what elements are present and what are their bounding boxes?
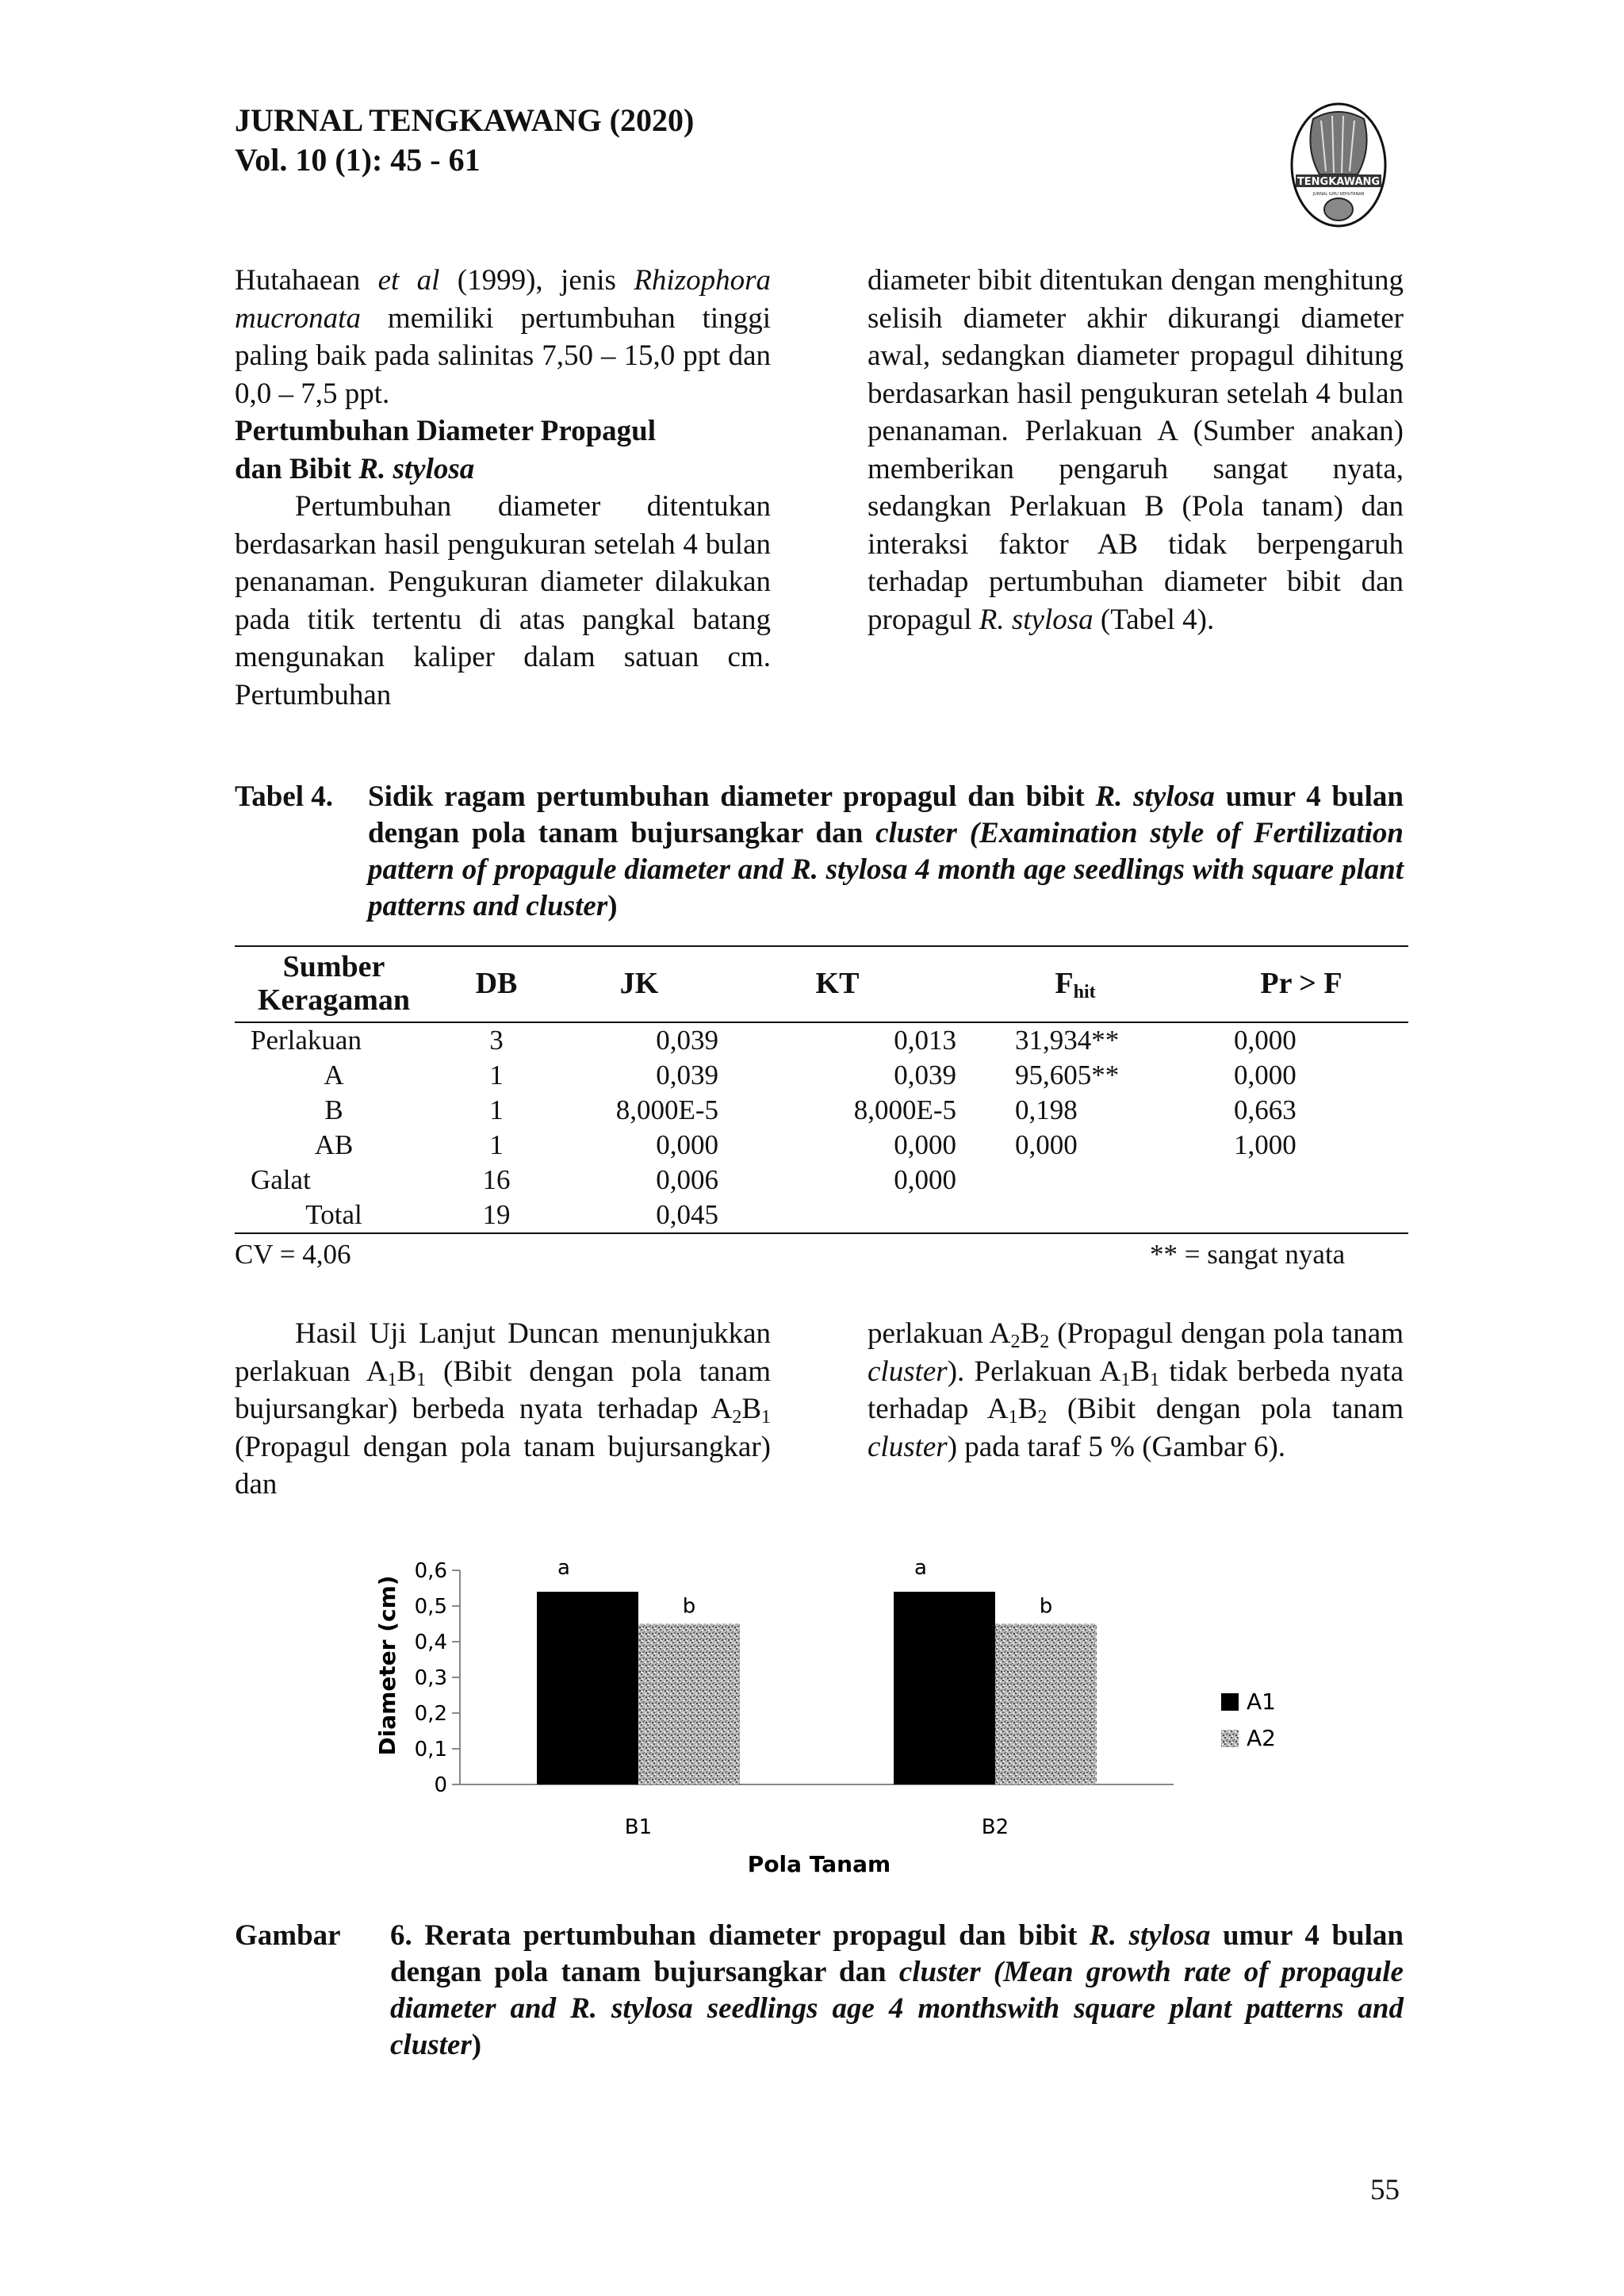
journal-volume: Vol. 10 (1): 45 - 61 [235, 142, 481, 178]
bar-a1-b2 [894, 1592, 995, 1784]
significance-label: b [1039, 1594, 1053, 1619]
cell-pr [1194, 1198, 1408, 1233]
bar-a2-b2 [995, 1624, 1097, 1785]
legend-swatch-a2 [1221, 1730, 1239, 1747]
duncan-paragraph-cont [868, 1315, 1404, 1466]
journal-logo [1289, 102, 1388, 228]
text-span: 2 [1010, 1332, 1021, 1352]
table-row [235, 1058, 1408, 1093]
cell-kt: 0,000 [894, 1129, 956, 1160]
cell-pr: 0,663 [1234, 1094, 1297, 1125]
header-pr: Pr > F [1260, 967, 1342, 1000]
header-kt: KT [815, 967, 860, 1000]
text-span: 2 [732, 1407, 742, 1428]
species-name: R. stylosa [1090, 1919, 1211, 1952]
significance-label: a [557, 1556, 570, 1580]
text-span: ). Perlakuan A [947, 1355, 1121, 1388]
text-span: Pertumbuhan Diameter Propagul [235, 415, 657, 447]
text-span: B [1017, 1393, 1038, 1425]
english-caption: (Mean growth rate of propagule diameter and R. stylosa seedlings age 4 monthswith square plant patterns and cluster [390, 1956, 1404, 2061]
cell-db: 1 [489, 1129, 504, 1160]
journal-title: JURNAL TENGKAWANG (2020) [235, 102, 695, 138]
left-paragraph-2: Pertumbuhan diameter ditentukan berdasarkan hasil pengukuran setelah 4 bulan penanaman. Pengukuran diameter dilakukan pada titik tertentu di atas pangkal batang mengunakan kaliper dalam satuan cm. Pertumbuhan [235, 490, 771, 711]
cell-source: A [324, 1060, 344, 1091]
text-span: memiliki pertumbuhan tinggi paling baik pada salinitas 7,50 – 15,0 ppt dan 0,0 – 7,5 ppt. [235, 301, 771, 410]
text-span: B [1020, 1317, 1040, 1350]
figure-caption-text [390, 1918, 1404, 2064]
cell-pr: 0,000 [1234, 1025, 1297, 1056]
english-caption: (Examination style of Fertilization pattern of propagule diameter and R. stylosa 4 month age seedlings with square plant patterns and cluster [368, 817, 1404, 922]
text-span: (Tabel 4). [1093, 603, 1215, 636]
cell-source: Galat [251, 1164, 311, 1195]
species-name: R. stylosa [358, 452, 475, 485]
text-span: 1 [387, 1369, 397, 1390]
section-heading [235, 412, 771, 488]
text-span: diameter bibit ditentukan dengan menghitung selisih diameter akhir dikurangi diameter awal, sedangkan diameter propagul dihitung berdasarkan hasil pengukuran setelah 4 bulan penanaman. Perlakuan A (Sumber anakan) memberikan pengaruh sangat nyata, sedangkan Perlakuan B (Pola tanam) dan interaksi faktor AB tidak berpengaruh terhadap pertumbuhan diameter bibit dan propagul [868, 264, 1404, 636]
table-row [235, 1128, 1408, 1163]
species-name: Rhizophora mucronata [235, 264, 771, 335]
table-note: ** = sangat nyata [1150, 1239, 1346, 1270]
cell-jk: 0,039 [656, 1060, 718, 1091]
species-name: R. stylosa [1095, 780, 1215, 813]
bar-a1-b1 [537, 1592, 638, 1784]
cell-kt: 0,039 [894, 1060, 956, 1091]
cell-fhit: 0,000 [1015, 1129, 1078, 1160]
table-row [235, 1022, 1408, 1058]
text-span: cluster [875, 817, 957, 849]
cell-kt: 8,000E-5 [853, 1094, 956, 1125]
page-number: 55 [1370, 2174, 1400, 2206]
text-span: cluster [898, 1956, 981, 1988]
cell-fhit [956, 1198, 1194, 1233]
text-span: ) pada taraf 5 % (Gambar 6). [947, 1430, 1286, 1463]
table-caption [235, 779, 1404, 925]
cell-source: Perlakuan [251, 1025, 362, 1056]
text-span: 1 [761, 1407, 771, 1428]
cell-db: 1 [489, 1094, 504, 1125]
table-caption-text [368, 779, 1404, 925]
legend-swatch-a1 [1221, 1693, 1239, 1711]
right-column [868, 262, 1404, 638]
text-span: 6. Rerata pertumbuhan diameter propagul dan bibit [390, 1919, 1090, 1952]
text-span: perlakuan A [868, 1317, 1011, 1350]
text-span: B [396, 1355, 417, 1388]
cell-jk: 8,000E-5 [615, 1094, 718, 1125]
text-span: umur 4 bulan dengan pola tanam bujursangkar dan [390, 1919, 1404, 1988]
cell-db: 16 [482, 1164, 511, 1195]
x-tick-label: B1 [624, 1815, 653, 1839]
cell-fhit: 0,198 [1015, 1094, 1078, 1125]
text-span: cluster [868, 1430, 948, 1463]
table-cv: CV = 4,06 [235, 1239, 351, 1270]
header-db: DB [475, 967, 518, 1000]
text-span: (Propagul dengan pola tanam [1049, 1317, 1404, 1350]
header-source: Sumber Keragaman [257, 950, 411, 1017]
text-span: 2 [1037, 1407, 1048, 1428]
text-span: ) [471, 2029, 482, 2061]
right-paragraph-1 [868, 262, 1404, 638]
bar-a2-b1 [638, 1624, 740, 1785]
legend-label-a2: A2 [1247, 1725, 1276, 1751]
x-tick-label: B2 [981, 1815, 1009, 1839]
text-span: tidak berbeda nyata terhadap A [868, 1355, 1404, 1425]
bottom-right-text [868, 1315, 1404, 1466]
y-tick-label: 0,5 [414, 1595, 447, 1619]
text-span: 1 [416, 1369, 427, 1390]
cell-pr: 0,000 [1234, 1060, 1297, 1091]
text-span: cluster [868, 1355, 948, 1388]
text-span: Hasil Uji Lanjut Duncan menunjukkan perlakuan A [235, 1317, 771, 1388]
y-tick-label: 0,6 [414, 1559, 447, 1583]
cell-db: 19 [482, 1199, 511, 1230]
text-span: dan Bibit [235, 452, 359, 485]
x-axis-label: Pola Tanam [747, 1851, 891, 1877]
text-span: umur 4 bulan dengan pola tanam bujursangkar dan [368, 780, 1404, 849]
text-span: (Bibit dengan pola tanam [1047, 1393, 1404, 1425]
logo-text: TENGKAWANG [1297, 176, 1381, 188]
text-span: (1999), jenis [439, 264, 634, 297]
cell-source: B [324, 1094, 343, 1125]
text-span: (Bibit dengan pola tanam bujursangkar) berbeda nyata terhadap A [235, 1355, 772, 1425]
figure-caption [235, 1918, 1404, 2064]
y-tick-label: 0,3 [414, 1666, 447, 1690]
header-fhit [956, 946, 1194, 1022]
y-tick-label: 0,2 [414, 1702, 447, 1726]
y-tick-label: 0,4 [414, 1631, 447, 1654]
text-span: 1 [1120, 1369, 1131, 1390]
table-row [235, 1093, 1408, 1128]
duncan-paragraph [235, 1315, 771, 1504]
cell-fhit: 95,605** [1015, 1060, 1120, 1091]
logo-subtext: JURNAL ILMU KEHUTANAN [1312, 192, 1365, 197]
text-span: B [741, 1393, 761, 1425]
cell-kt [718, 1198, 956, 1233]
bottom-left-text [235, 1315, 771, 1504]
significance-label: b [682, 1594, 696, 1619]
y-axis-label: Diameter (cm) [374, 1575, 400, 1756]
cell-db: 3 [489, 1025, 504, 1056]
text-span: (Propagul dengan pola tanam bujursangkar) dan [235, 1430, 771, 1501]
cell-jk: 0,000 [656, 1129, 718, 1160]
cell-jk: 0,039 [656, 1025, 718, 1056]
left-paragraph-1 [235, 262, 771, 412]
text-span: F [1055, 967, 1074, 1000]
text-span: Hutahaean [235, 264, 378, 297]
left-column [235, 262, 771, 714]
text-span: et al [377, 264, 440, 297]
cell-source: AB [314, 1129, 354, 1160]
header-jk: JK [619, 967, 659, 1000]
cell-source: Total [305, 1199, 362, 1230]
cell-pr: 1,000 [1234, 1129, 1297, 1160]
table-row [235, 1163, 1408, 1198]
cell-kt: 0,013 [894, 1025, 956, 1056]
cell-jk: 0,006 [656, 1164, 718, 1195]
bar-chart [349, 1547, 1380, 1895]
cell-jk: 0,045 [656, 1199, 718, 1230]
significance-label: a [914, 1556, 927, 1580]
cell-fhit: 31,934** [1015, 1025, 1120, 1056]
text-span: B [1130, 1355, 1151, 1388]
text-span: 1 [1008, 1407, 1018, 1428]
y-tick-label: 0 [434, 1773, 447, 1797]
cell-db: 1 [489, 1060, 504, 1091]
table-row [235, 1198, 1408, 1233]
text-span: Sidik ragam pertumbuhan diameter propagul dan bibit [368, 780, 1096, 813]
cell-pr [1194, 1163, 1408, 1198]
table-caption-label: Tabel 4. [235, 780, 334, 813]
species-name: R. stylosa [979, 603, 1094, 636]
cell-fhit [956, 1163, 1194, 1198]
text-span: 2 [1040, 1332, 1050, 1352]
figure-caption-label: Gambar [235, 1919, 341, 1952]
text-span: hit [1073, 982, 1096, 1002]
legend-label-a1: A1 [1247, 1688, 1276, 1715]
y-tick-label: 0,1 [414, 1738, 447, 1761]
table-header-row [235, 946, 1408, 1022]
text-span: ) [607, 890, 618, 922]
cell-kt: 0,000 [894, 1164, 956, 1195]
anova-table [235, 945, 1408, 1234]
text-span: 1 [1150, 1369, 1160, 1390]
